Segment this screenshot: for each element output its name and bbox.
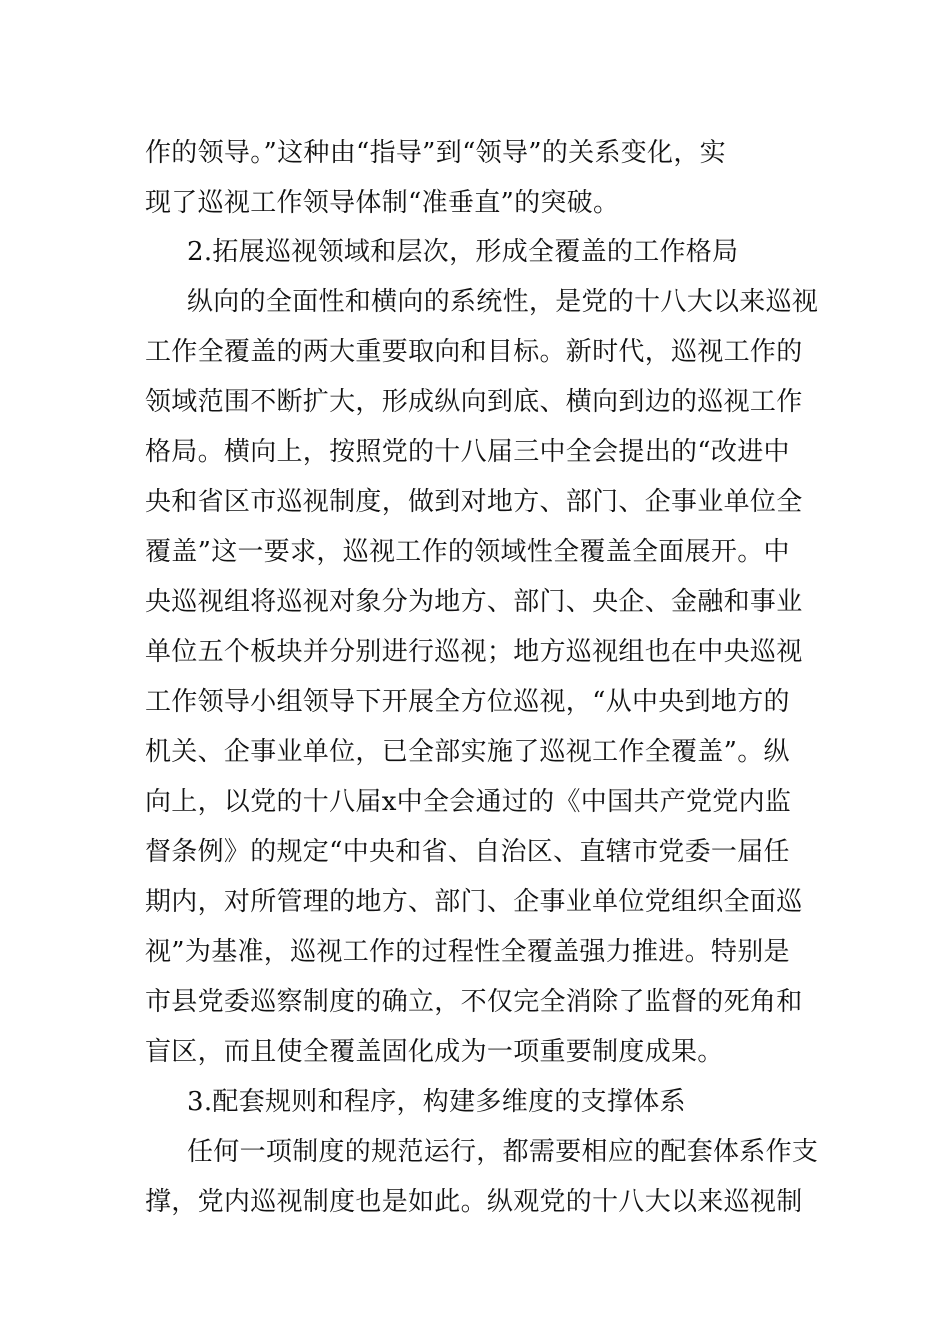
paragraph-line: 机关、企事业单位，已全部实施了巡视工作全覆盖”。纵 (145, 737, 790, 767)
paragraph-line: 格局。横向上，按照党的十八届三中全会提出的“改进中 (145, 437, 790, 467)
paragraph-line: 盲区，而且使全覆盖固化成为一项重要制度成果。 (145, 1037, 724, 1067)
paragraph-line: 覆盖”这一要求，巡视工作的领域性全覆盖全面展开。中 (145, 537, 790, 567)
paragraph-line: 央和省区市巡视制度，做到对地方、部门、企事业单位全 (145, 487, 803, 517)
paragraph-line: 工作领导小组领导下开展全方位巡视，“从中央到地方的 (145, 687, 790, 717)
paragraph-line: 领域范围不断扩大，形成纵向到底、横向到边的巡视工作 (145, 387, 803, 417)
paragraph-line: 作的领导。”这种由“指导”到“领导”的关系变化，实 (145, 138, 726, 168)
paragraph-line: 向上，以党的十八届x中全会通过的《中国共产党党内监 (145, 787, 792, 817)
paragraph-line: 央巡视组将巡视对象分为地方、部门、央企、金融和事业 (145, 587, 803, 617)
paragraph-line: 督条例》的规定“中央和省、自治区、直辖市党委一届任 (145, 837, 790, 867)
paragraph-line: 单位五个板块并分别进行巡视；地方巡视组也在中央巡视 (145, 637, 803, 667)
section-heading: 2.拓展巡视领域和层次，形成全覆盖的工作格局 (187, 237, 739, 267)
paragraph-line: 视”为基准，巡视工作的过程性全覆盖强力推进。特别是 (145, 937, 790, 967)
paragraph-line: 现了巡视工作领导体制“准垂直”的突破。 (145, 188, 620, 218)
paragraph-line: 任何一项制度的规范运行，都需要相应的配套体系作支 (187, 1137, 819, 1167)
paragraph-line: 纵向的全面性和横向的系统性，是党的十八大以来巡视 (187, 287, 819, 317)
paragraph-line: 期内，对所管理的地方、部门、企事业单位党组织全面巡 (145, 887, 803, 917)
paragraph-line: 撑，党内巡视制度也是如此。纵观党的十八大以来巡视制 (145, 1187, 803, 1217)
paragraph-line: 市县党委巡察制度的确立，不仅完全消除了监督的死角和 (145, 987, 803, 1017)
paragraph-line: 工作全覆盖的两大重要取向和目标。新时代，巡视工作的 (145, 337, 803, 367)
section-heading: 3.配套规则和程序，构建多维度的支撑体系 (187, 1087, 686, 1117)
